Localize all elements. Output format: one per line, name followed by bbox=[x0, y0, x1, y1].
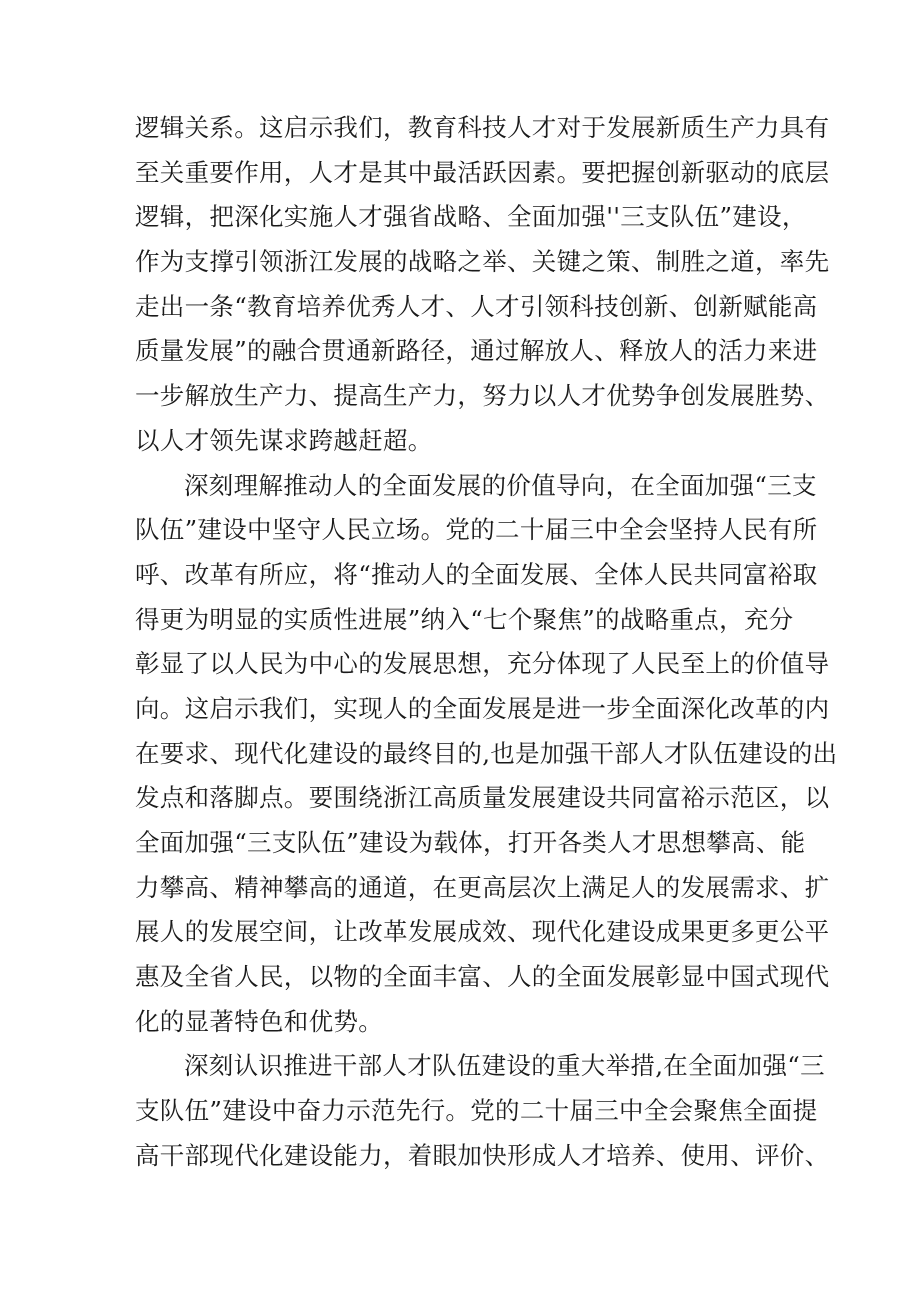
text-line: 走出一条“教育培养优秀人才、人才引领科技创新、创新赋能高 bbox=[135, 291, 818, 321]
text-line: 呼、改革有所应，将“推动人的全面发展、全体人民共同富裕取 bbox=[135, 559, 818, 589]
text-line: 一步解放生产力、提高生产力，努力以人才优势争创发展胜势、 bbox=[135, 381, 830, 411]
text-line: 高干部现代化建设能力，着眼加快形成人才培养、使用、评价、 bbox=[135, 1140, 830, 1170]
text-line: 逻辑，把深化实施人才强省战略、全面加强''三支队伍”建设， bbox=[135, 202, 807, 232]
text-line: 支队伍”建设中奋力示范先行。党的二十届三中全会聚焦全面提 bbox=[135, 1096, 818, 1126]
text-line: 全面加强“三支队伍”建设为载体，打开各类人才思想攀高、能 bbox=[135, 828, 806, 857]
paragraph-first-line: 深刻理解推动人的全面发展的价值导向，在全面加强“三支 bbox=[184, 470, 817, 500]
body-text bbox=[135, 106, 838, 1179]
text-line: 化的显著特色和优势。 bbox=[135, 1006, 383, 1036]
text-line: 至关重要作用，人才是其中最活跃因素。要把握创新驱动的底层 bbox=[135, 157, 830, 187]
text-line: 彰显了以人民为中心的发展思想，充分体现了人民至上的价值导 bbox=[135, 649, 830, 679]
text-line: 作为支撑引领浙江发展的战略之举、关键之策、制胜之道，率先 bbox=[135, 247, 830, 277]
text-line: 得更为明显的实质性进展”纳入“七个聚焦”的战略重点，充分 bbox=[135, 604, 794, 634]
text-line: 发点和落脚点。要围绕浙江高质量发展建设共同富裕示范区，以 bbox=[135, 783, 830, 813]
text-line: 在要求、现代化建设的最终目的,也是加强干部人才队伍建设的出 bbox=[135, 738, 838, 768]
text-line: 队伍”建设中坚守人民立场。党的二十届三中全会坚持人民有所 bbox=[135, 515, 818, 545]
text-line: 逻辑关系。这启示我们，教育科技人才对于发展新质生产力具有 bbox=[135, 113, 830, 142]
text-line: 力攀高、精神攀高的通道，在更高层次上满足人的发展需求、扩 bbox=[135, 872, 830, 902]
text-line: 向。这启示我们，实现人的全面发展是进一步全面深化改革的内 bbox=[135, 693, 830, 723]
text-line: 质量发展”的融合贯通新路径，通过解放人、释放人的活力来进 bbox=[135, 336, 818, 366]
paragraph-first-line: 深刻认识推进干部人才队伍建设的重大举措,在全面加强“三 bbox=[184, 1051, 825, 1081]
text-line: 惠及全省人民，以物的全面丰富、人的全面发展彰显中国式现代 bbox=[135, 962, 830, 992]
text-line: 展人的发展空间，让改革发展成效、现代化建设成果更多更公平 bbox=[135, 917, 830, 947]
text-line: 以人才领先谋求跨越赶超。 bbox=[135, 425, 433, 455]
